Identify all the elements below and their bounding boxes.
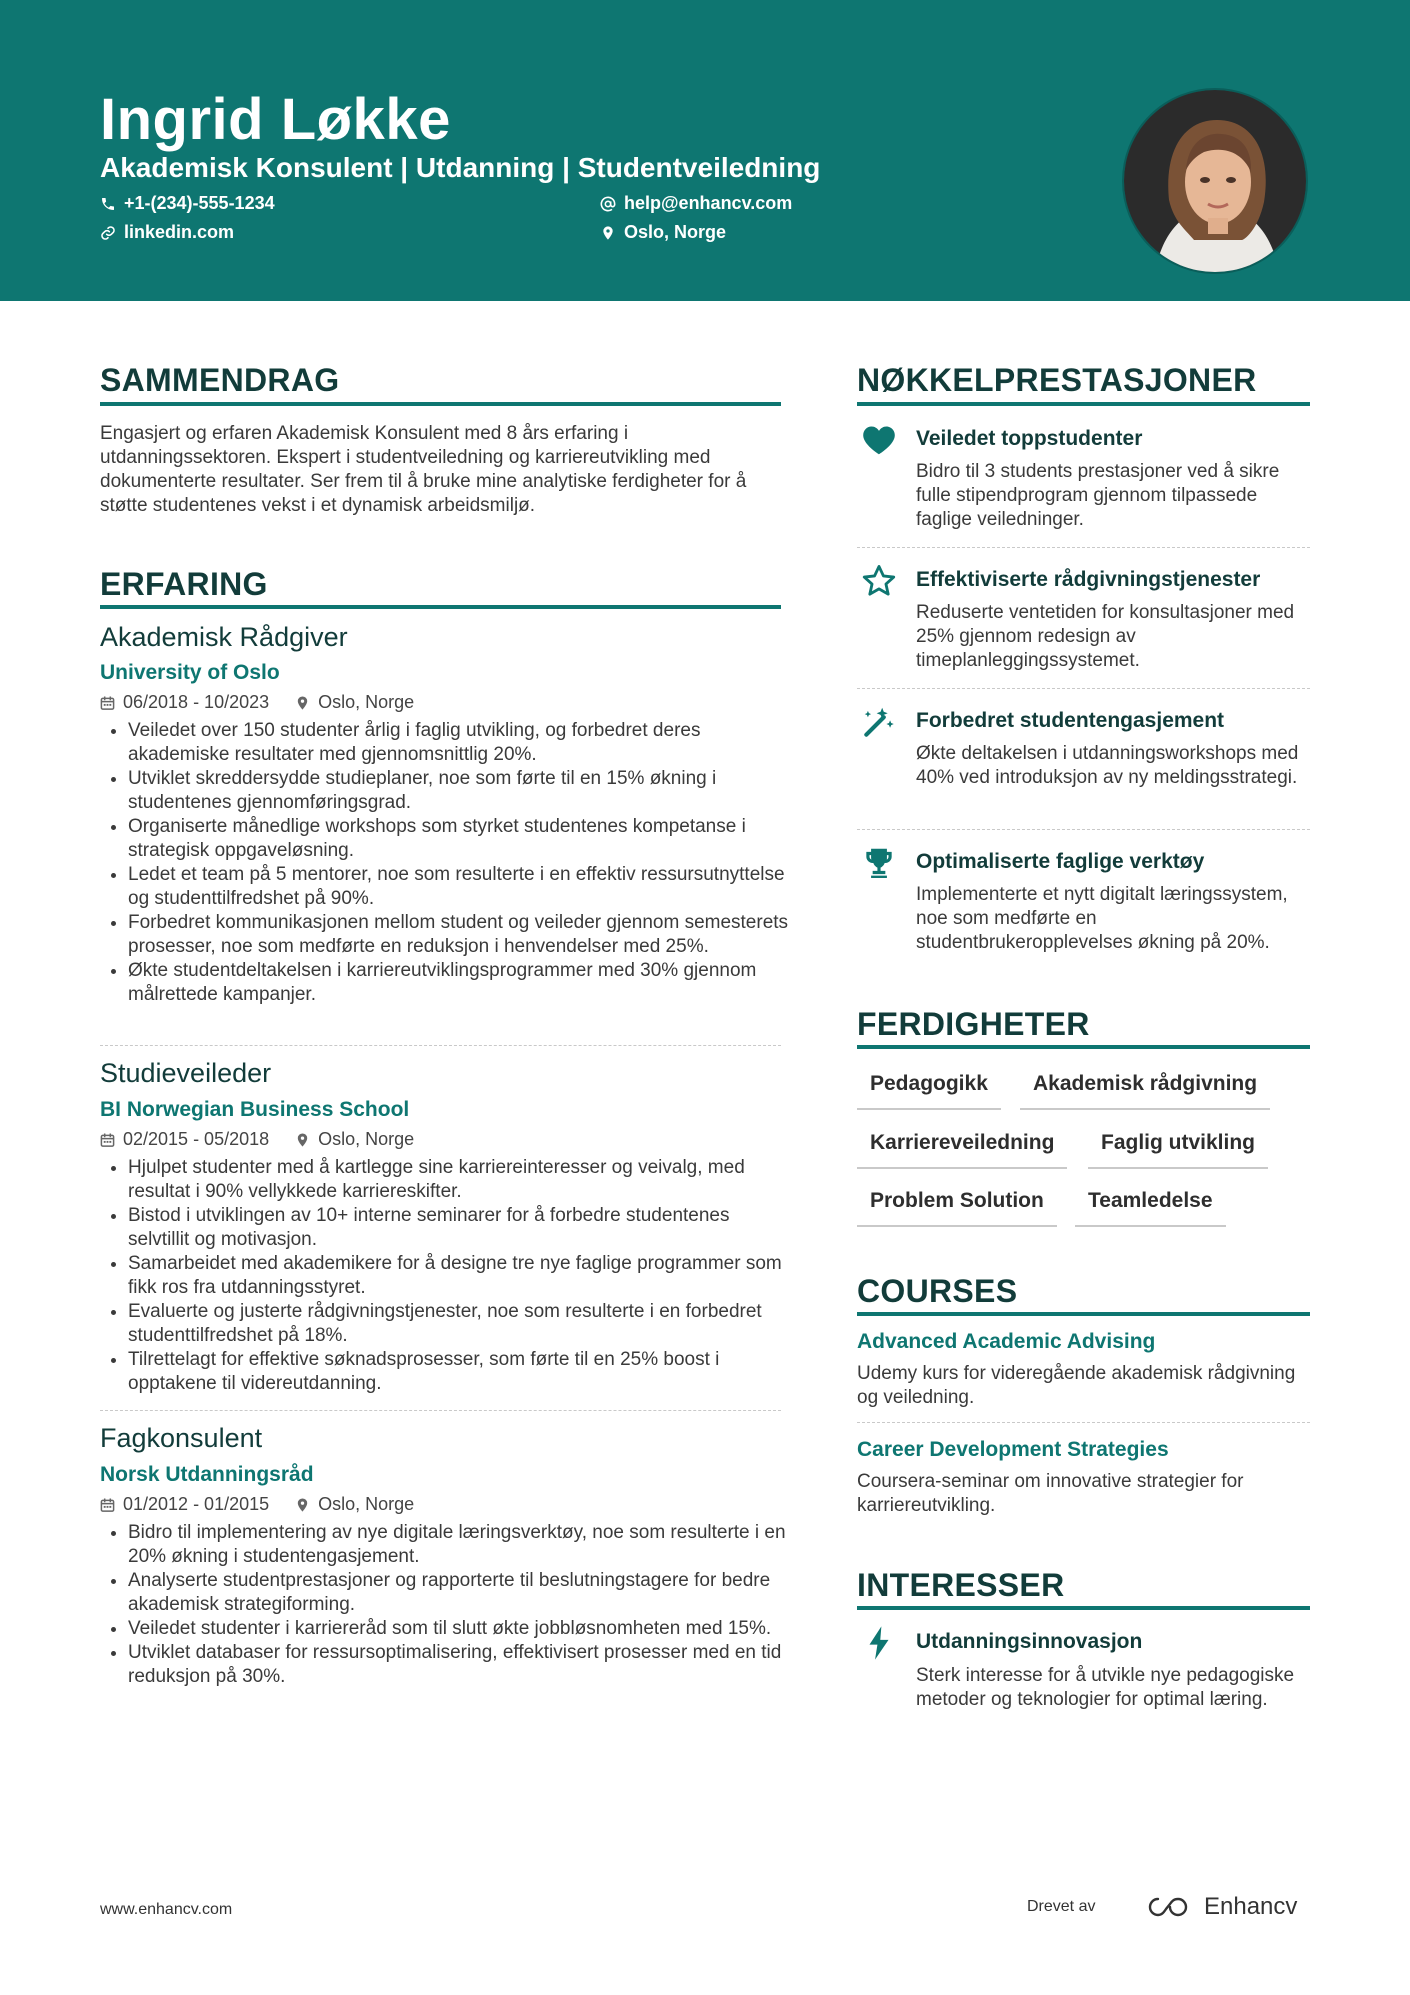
contact-location <box>600 222 726 243</box>
contact-linkedin[interactable] <box>100 222 234 243</box>
job-company: University of Oslo <box>100 661 280 684</box>
location-pin-icon <box>600 225 616 241</box>
achievements-rule <box>857 402 1310 406</box>
linkedin-text: linkedin.com <box>124 222 235 242</box>
interest-title: Utdanningsinnovasjon <box>916 1630 1143 1653</box>
list-item: Utviklet databaser for ressursoptimalisering, effektivisert prosesser med en tid reduksjon på 30%. <box>100 1641 790 1689</box>
skill-tag: Teamledelse <box>1075 1189 1226 1227</box>
interests-heading: INTERESSER <box>857 1567 1065 1603</box>
job-location: Oslo, Norge <box>318 692 415 712</box>
list-item: Ledet et team på 5 mentorer, noe som resulterte i en effektiv ressursutnyttelse og studenttilfredshet på 90%. <box>100 863 790 911</box>
achievement-desc: Økte deltakelsen i utdanningsworkshops med 40% ved introduksjon av ny meldingsstrategi. <box>916 743 1299 788</box>
list-item: Evaluerte og justerte rådgivningstjenester, noe som resulterte i en forbedret studenttilfredshet på 18%. <box>100 1300 790 1348</box>
list-item: Tilrettelagt for effektive søknadsprosesser, som førte til en 25% boost i opptakene til videreutdanning. <box>100 1348 790 1396</box>
courses-heading: COURSES <box>857 1273 1018 1309</box>
job-meta <box>100 1494 440 1515</box>
list-item: Bistod i utviklingen av 10+ interne seminarer for å forbedre studentenes selvtillit og motivasjon. <box>100 1204 790 1252</box>
summary-heading: SAMMENDRAG <box>100 362 340 398</box>
enhancv-logo[interactable] <box>1146 1893 1297 1921</box>
interest-desc: Sterk interesse for å utvikle nye pedagogiske metoder og teknologier for optimal læring. <box>916 1665 1295 1710</box>
email-text: help@enhancv.com <box>624 193 793 213</box>
list-item: Organiserte månedlige workshops som styrket studentenes kompetanse i strategisk oppgaveløsning. <box>100 815 790 863</box>
skill-tag: Problem Solution <box>857 1189 1057 1227</box>
star-icon <box>858 560 900 602</box>
course-title: Advanced Academic Advising <box>857 1330 1156 1353</box>
at-icon <box>600 196 616 212</box>
list-item: Økte studentdeltakelsen i karriereutviklingsprogrammer med 30% gjennom målrettede kampanjer. <box>100 959 790 1007</box>
profile-photo <box>1122 88 1308 274</box>
divider <box>100 1045 781 1046</box>
divider <box>857 829 1310 830</box>
skill-tag: Karriereveiledning <box>857 1131 1067 1169</box>
job-meta <box>100 1129 440 1150</box>
header-banner <box>0 0 1410 301</box>
list-item: Veiledet studenter i karriereråd som til slutt økte jobbløsnomheten med 15%. <box>100 1617 790 1641</box>
location-pin-icon <box>295 1132 310 1148</box>
list-item: Analyserte studentprestasjoner og rapporterte til beslutningstagere for bedre akademisk strategiforming. <box>100 1569 790 1617</box>
summary-rule <box>100 402 781 406</box>
skills-heading: FERDIGHETER <box>857 1006 1090 1042</box>
skill-tag: Faglig utvikling <box>1088 1131 1268 1169</box>
phone-icon <box>100 196 116 212</box>
experience-heading: ERFARING <box>100 566 268 602</box>
skill-tag: Akademisk rådgivning <box>1020 1072 1270 1110</box>
courses-rule <box>857 1312 1310 1316</box>
brand-name: Enhancv <box>1204 1893 1298 1920</box>
job-company: Norsk Utdanningsråd <box>100 1463 314 1486</box>
divider <box>857 547 1310 548</box>
job-title: Fagkonsulent <box>100 1423 263 1453</box>
list-item: Hjulpet studenter med å kartlegge sine karriereinteresser og veivalg, med resultat i 90% vellykkede karriereskifter. <box>100 1156 790 1204</box>
achievements-heading: NØKKELPRESTASJONER <box>857 362 1257 398</box>
divider <box>100 1410 781 1411</box>
achievement-title: Optimaliserte faglige verktøy <box>916 850 1205 873</box>
job-title: Studieveileder <box>100 1058 272 1088</box>
list-item: Forbedret kommunikasjonen mellom student og veileder gjennom semesterets prosesser, noe som medførte en reduksjon i henvendelser med 25%. <box>100 911 790 959</box>
contact-email[interactable] <box>600 193 792 214</box>
experience-rule <box>100 605 781 609</box>
job-title: Akademisk Rådgiver <box>100 622 348 652</box>
skill-tag: Pedagogikk <box>857 1072 1001 1110</box>
job-dates: 02/2015 - 05/2018 <box>123 1129 270 1149</box>
divider <box>857 688 1310 689</box>
link-icon <box>100 225 116 241</box>
location-pin-icon <box>295 695 310 711</box>
location-text: Oslo, Norge <box>624 222 727 242</box>
course-desc: Coursera-seminar om innovative strategier for karriereutvikling. <box>857 1471 1244 1516</box>
enhancv-logo-icon <box>1146 1895 1194 1919</box>
footer-website[interactable]: www.enhancv.com <box>100 1901 233 1918</box>
summary-text: Engasjert og erfaren Akademisk Konsulent med 8 års erfaring i utdanningssektoren. Ekspert i studentveiledning og karriereutvikling med dokumenterte resultater. Ser frem til å bruke mine analytiske ferdigheter for å støtte studentenes vekst i et dynamisk arbeidsmiljø. <box>100 423 747 516</box>
skills-rule <box>857 1045 1310 1049</box>
divider <box>857 1422 1310 1423</box>
bolt-icon <box>858 1622 900 1664</box>
job-dates: 06/2018 - 10/2023 <box>123 692 270 712</box>
list-item: Bidro til implementering av nye digitale læringsverktøy, noe som resulterte i en 20% økning i studentengasjement. <box>100 1521 790 1569</box>
achievement-desc: Reduserte ventetiden for konsultasjoner med 25% gjennom redesign av timeplanleggingssystemet. <box>916 602 1295 671</box>
job-company: BI Norwegian Business School <box>100 1098 410 1121</box>
calendar-icon <box>100 1497 115 1513</box>
achievement-desc: Implementerte et nytt digitalt læringssystem, noe som medførte en studentbrukeropplevelses økning på 20%. <box>916 884 1288 953</box>
course-desc: Udemy kurs for videregående akademisk rådgivning og veiledning. <box>857 1363 1296 1408</box>
candidate-name: Ingrid Løkke <box>100 87 451 152</box>
achievement-title: Effektiviserte rådgivningstjenester <box>916 568 1261 591</box>
list-item: Veiledet over 150 studenter årlig i faglig utvikling, og forbedret deres akademiske resultater med gjennomsnittlig 20%. <box>100 719 790 767</box>
wand-icon <box>858 701 900 743</box>
list-item: Utviklet skreddersydde studieplaner, noe som førte til en 15% økning i studentenes gjennomføringsgrad. <box>100 767 790 815</box>
phone-text: +1-(234)-555-1234 <box>124 193 275 213</box>
calendar-icon <box>100 1132 115 1148</box>
job-bullets <box>100 1156 790 1396</box>
job-meta <box>100 692 440 713</box>
job-dates: 01/2012 - 01/2015 <box>123 1494 270 1514</box>
achievement-title: Veiledet toppstudenter <box>916 427 1143 450</box>
heart-icon <box>858 419 900 461</box>
achievement-title: Forbedret studentengasjement <box>916 709 1225 732</box>
achievement-desc: Bidro til 3 students prestasjoner ved å sikre fulle stipendprogram gjennom tilpassede faglige veiledninger. <box>916 461 1280 530</box>
job-bullets <box>100 719 790 1007</box>
job-location: Oslo, Norge <box>318 1129 415 1149</box>
contact-phone[interactable] <box>100 193 275 214</box>
course-title: Career Development Strategies <box>857 1438 1169 1461</box>
calendar-icon <box>100 695 115 711</box>
job-bullets <box>100 1521 790 1689</box>
footer-powered-by: Drevet av <box>1027 1898 1096 1915</box>
list-item: Samarbeidet med akademikere for å designe tre nye faglige programmer som fikk ros fra utdanningsstyret. <box>100 1252 790 1300</box>
job-location: Oslo, Norge <box>318 1494 415 1514</box>
location-pin-icon <box>295 1497 310 1513</box>
trophy-icon <box>858 842 900 884</box>
candidate-subtitle: Akademisk Konsulent | Utdanning | Studentveiledning <box>100 152 821 183</box>
interests-rule <box>857 1606 1310 1610</box>
